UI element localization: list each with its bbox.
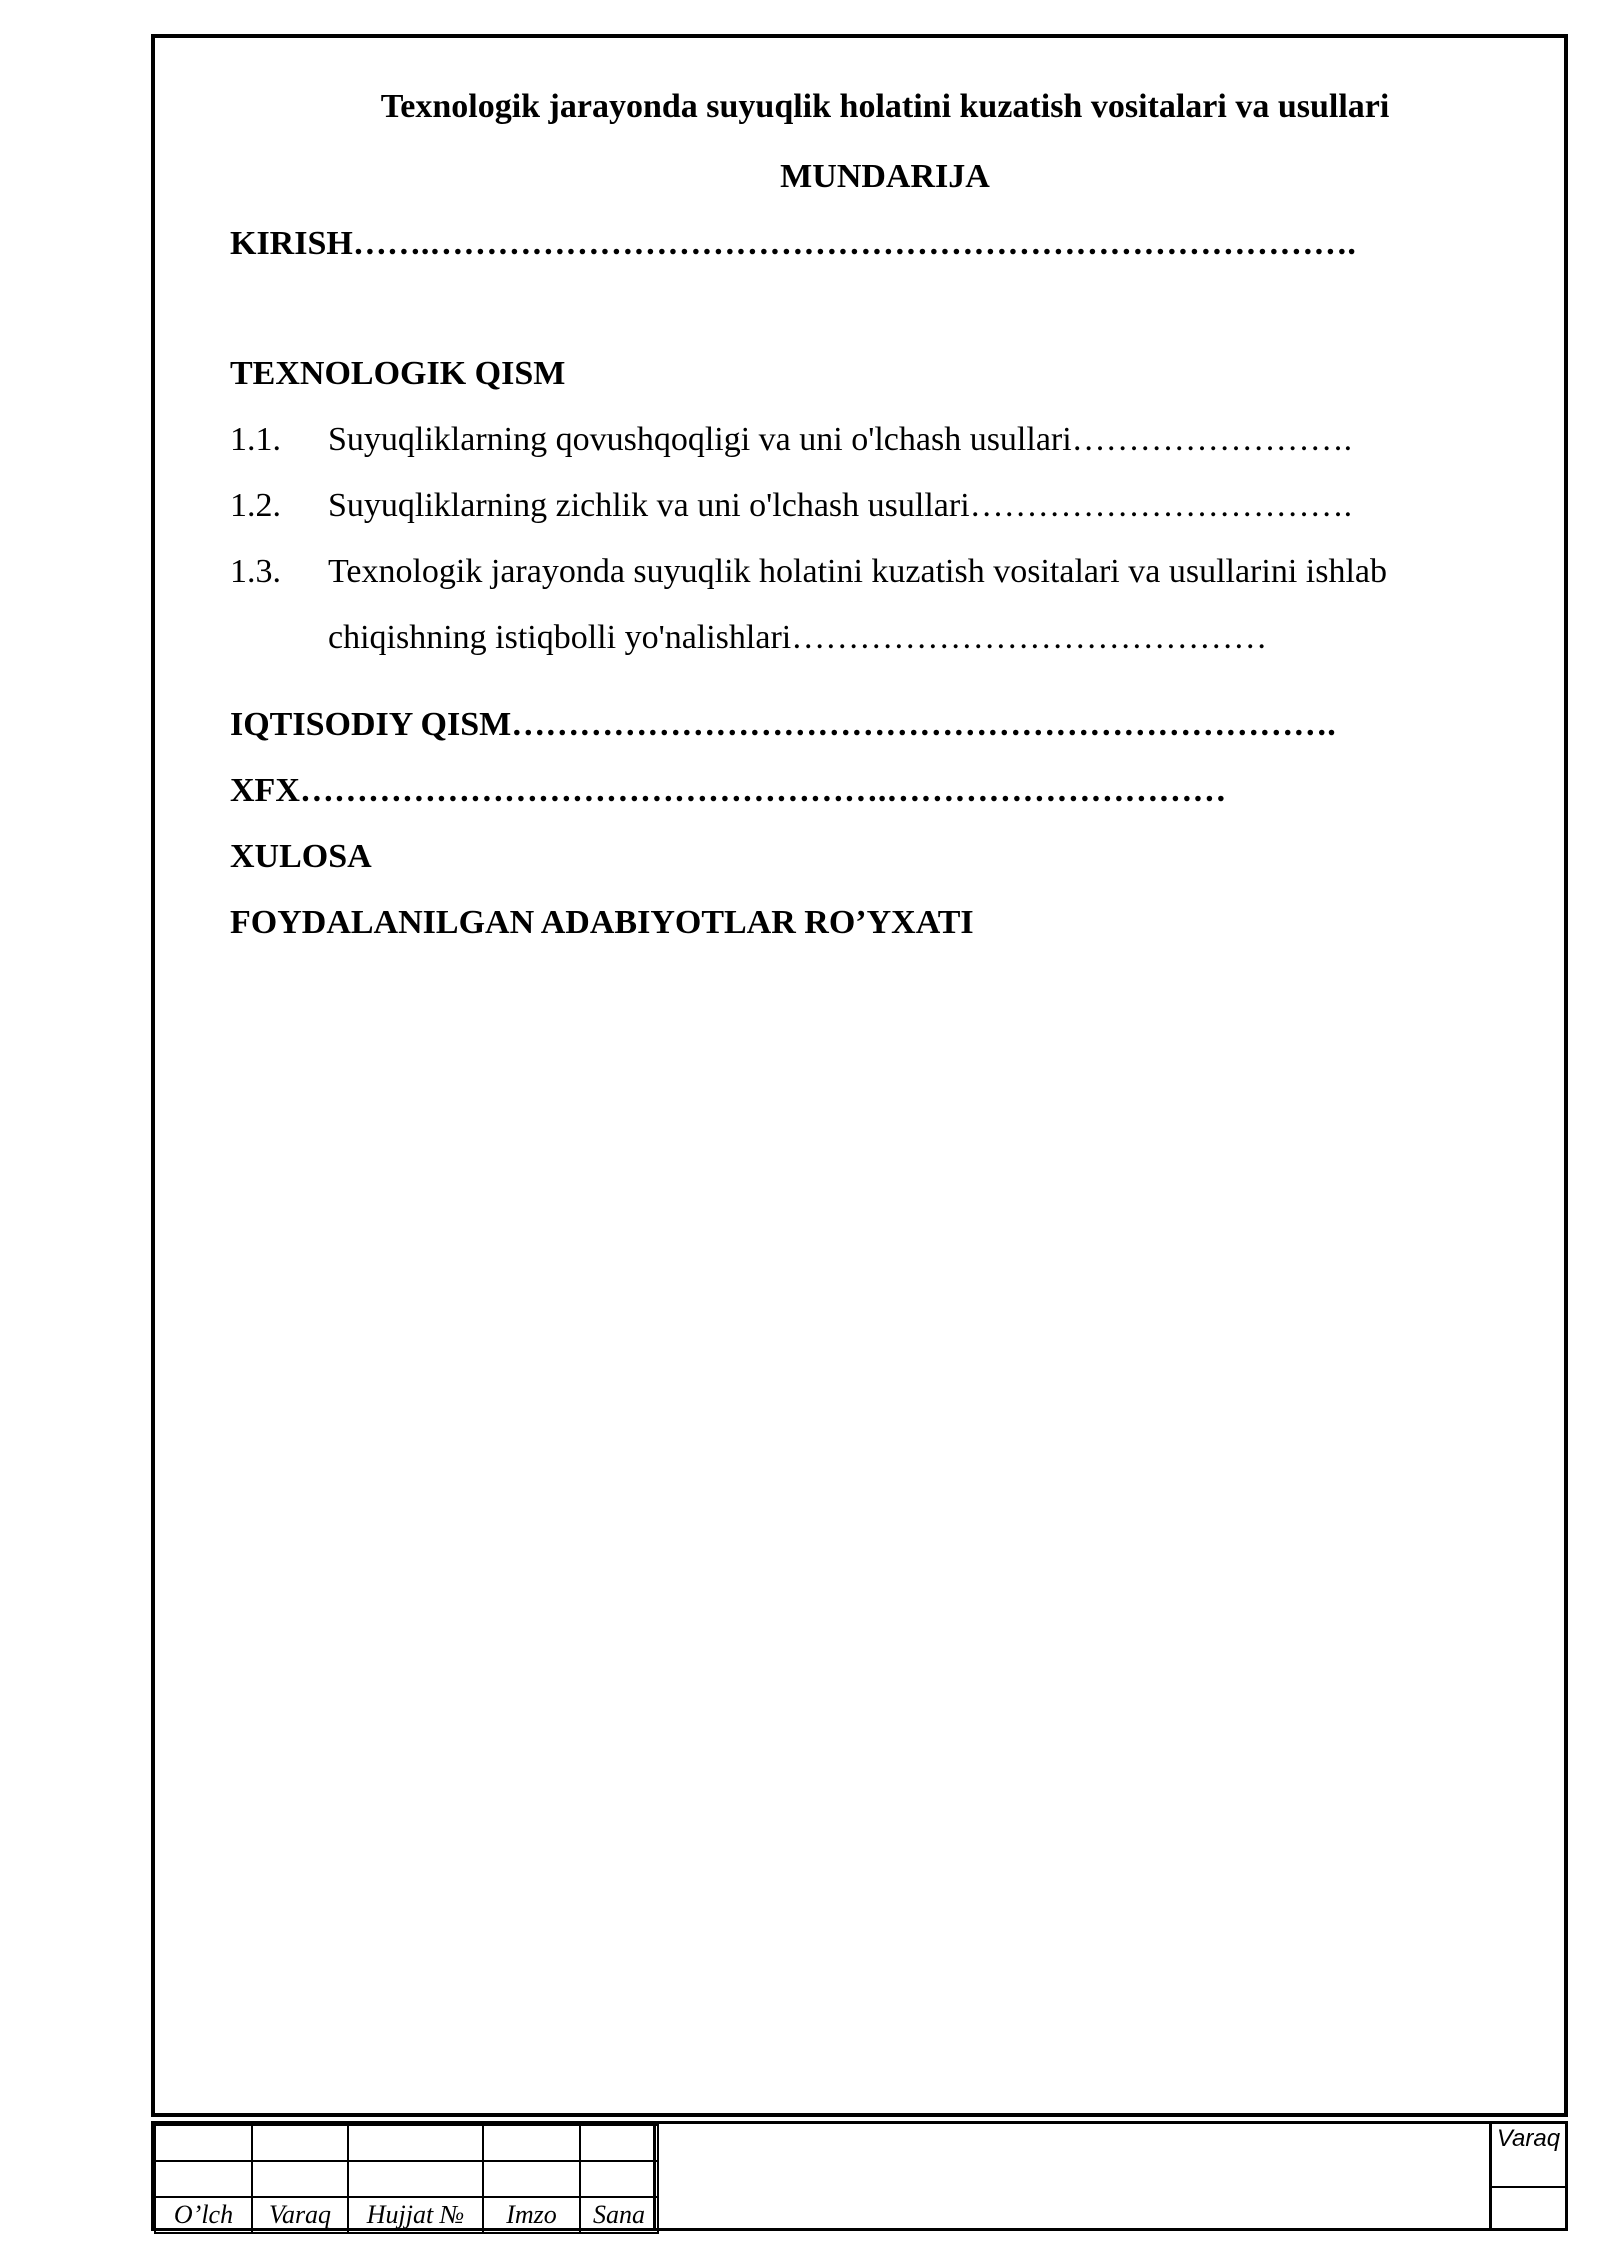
toc-entry-xfx: XFX…………………………………………….………………………… xyxy=(230,772,1227,809)
stamp-cell xyxy=(155,2161,252,2197)
toc-entry-1-3-continued: chiqishning istiqbolli yo'nalishlari…………………………………… xyxy=(328,619,1268,656)
title-block-stamp xyxy=(151,2121,1568,2231)
toc-entry-number: 1.3. xyxy=(230,553,281,590)
page-frame xyxy=(151,34,1568,2117)
stamp-grid xyxy=(154,2124,659,2234)
toc-entry-number: 1.1. xyxy=(230,421,281,458)
stamp-cell xyxy=(252,2125,348,2161)
document-title: Texnologik jarayonda suyuqlik holatini kuzatish vositalari va usullari xyxy=(380,88,1390,125)
stamp-sheet-label: Varaq xyxy=(1492,2124,1565,2188)
stamp-cell xyxy=(252,2161,348,2197)
toc-entry-conclusion: XULOSA xyxy=(230,838,372,875)
stamp-col-measure: O’lch xyxy=(155,2197,252,2233)
toc-entry-number: 1.2. xyxy=(230,487,281,524)
toc-entry-1-1 xyxy=(230,421,1352,459)
stamp-cell xyxy=(580,2161,658,2197)
stamp-col-signature: Imzo xyxy=(483,2197,580,2233)
stamp-col-date: Sana xyxy=(580,2197,658,2233)
stamp-divider xyxy=(653,2124,656,2228)
stamp-cell xyxy=(483,2161,580,2197)
toc-entry-references: FOYDALANILGAN ADABIYOTLAR RO’YXATI xyxy=(230,904,974,941)
toc-entry-econ-section: IQTISODIY QISM………………………………………………………………. xyxy=(230,706,1336,743)
toc-entry-1-3 xyxy=(230,553,1387,591)
stamp-cell xyxy=(580,2125,658,2161)
toc-entry-text: Suyuqliklarning zichlik va uni o'lchash usullari……………………………. xyxy=(328,487,1353,524)
stamp-col-document-no: Hujjat № xyxy=(348,2197,483,2233)
stamp-sheet-number-box xyxy=(1489,2124,1565,2228)
toc-entry-text: Suyuqliklarning qovushqoqligi va uni o'lchash usullari……………………. xyxy=(328,421,1353,458)
toc-entry-text: Texnologik jarayonda suyuqlik holatini kuzatish vositalari va usullarini ishlab xyxy=(328,553,1387,590)
toc-entry-1-2 xyxy=(230,487,1352,525)
toc-heading: MUNDARIJA xyxy=(780,158,990,195)
toc-entry-tech-section: TEXNOLOGIK QISM xyxy=(230,355,566,392)
stamp-cell xyxy=(348,2125,483,2161)
stamp-col-sheet: Varaq xyxy=(252,2197,348,2233)
stamp-cell xyxy=(483,2125,580,2161)
stamp-cell xyxy=(348,2161,483,2197)
toc-entry-intro: KIRISH…….………………………………………………………………………. xyxy=(230,225,1356,262)
stamp-cell xyxy=(155,2125,252,2161)
